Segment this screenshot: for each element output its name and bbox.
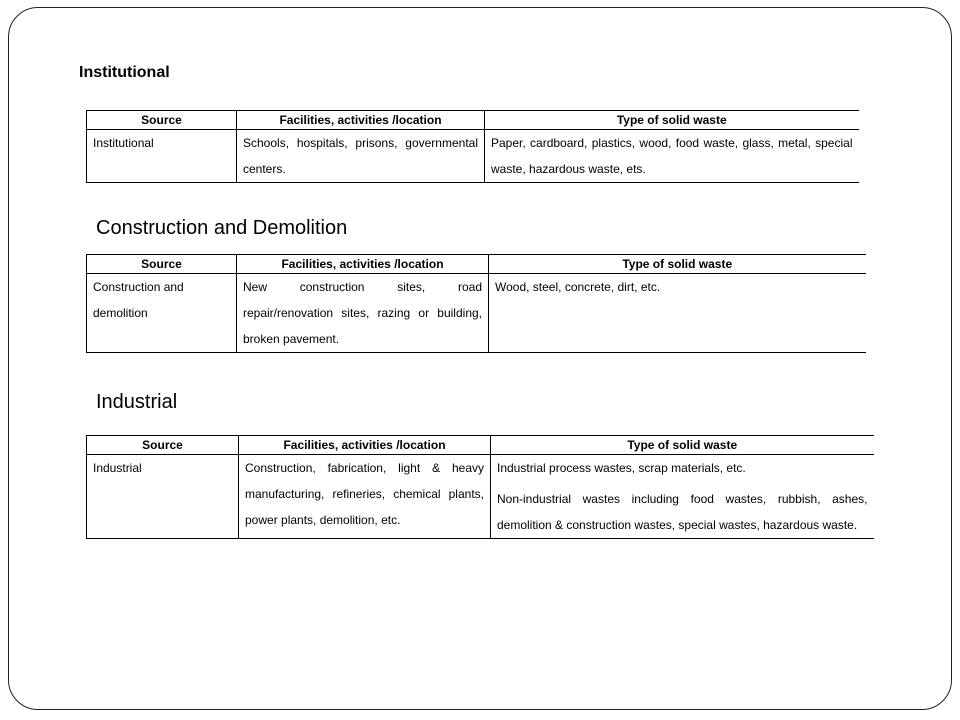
cell-source: Construction and demolition (87, 274, 237, 353)
header-waste-type: Type of solid waste (485, 111, 859, 130)
table-row (87, 130, 859, 183)
construction-table (86, 254, 866, 353)
cell-facilities: New construction sites, road repair/renovation sites, razing or building, broken pavement. (237, 274, 489, 353)
section-title-industrial: Industrial (96, 391, 178, 413)
table-header-row (87, 255, 866, 274)
cell-waste-type (489, 274, 866, 353)
table-header-row (87, 111, 859, 130)
cell-waste-type (485, 130, 859, 183)
industrial-table (86, 435, 874, 539)
section-title-institutional: Institutional (79, 64, 170, 81)
table-row (87, 455, 874, 539)
header-facilities: Facilities, activities /location (239, 436, 491, 455)
header-source: Source (87, 436, 239, 455)
header-waste-type: Type of solid waste (491, 436, 874, 455)
waste-text: Paper, cardboard, plastics, wood, food waste, glass, metal, special waste, hazardous waste, ets. (491, 136, 853, 176)
header-source: Source (87, 111, 237, 130)
header-facilities: Facilities, activities /location (237, 255, 489, 274)
cell-facilities: Construction, fabrication, light & heavy manufacturing, refineries, chemical plants, power plants, demolition, etc. (239, 455, 491, 539)
waste-text-industrial: Industrial process wastes, scrap materials, etc. (497, 461, 746, 475)
section-title-construction: Construction and Demolition (96, 217, 348, 239)
institutional-table (86, 110, 859, 183)
waste-text-non-industrial: Non-industrial wastes including food wastes, rubbish, ashes, demolition & construction wastes, special wastes, hazardous waste. (497, 492, 868, 532)
cell-facilities: Schools, hospitals, prisons, governmental centers. (237, 130, 485, 183)
cell-source: Industrial (87, 455, 239, 539)
header-source: Source (87, 255, 237, 274)
cell-waste-type (491, 455, 874, 539)
table-row (87, 274, 866, 353)
waste-text: Wood, steel, concrete, dirt, etc. (495, 280, 661, 294)
cell-source: Institutional (87, 130, 237, 183)
header-facilities: Facilities, activities /location (237, 111, 485, 130)
table-header-row (87, 436, 874, 455)
header-waste-type: Type of solid waste (489, 255, 866, 274)
